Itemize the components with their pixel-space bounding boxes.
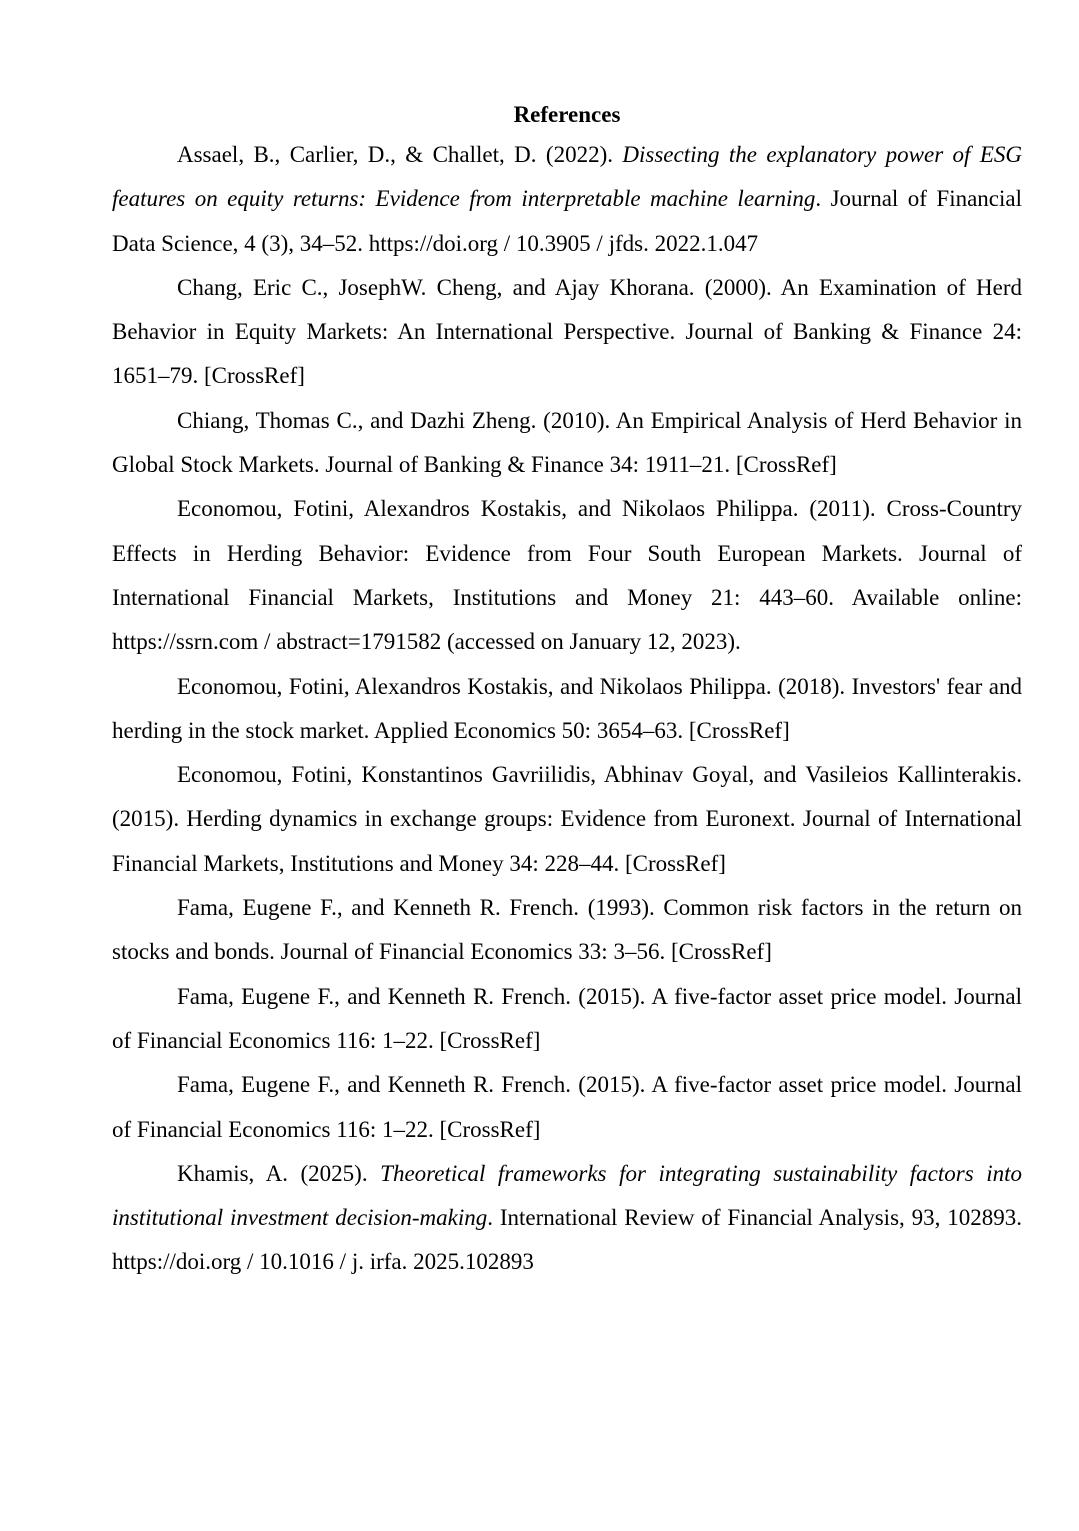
reference-entry [112, 975, 1022, 1064]
reference-tail: . Journal of Financial Data Science, 4 (3), 34–52. https://doi.org / 10.3905 / jfds. 2022.1.047 [112, 186, 1022, 256]
reference-entry [112, 1063, 1022, 1152]
reference-lead: Economou, Fotini, Konstantinos Gavriilidis, Abhinav Goyal, and Vasileios Kallinterakis. (2015). Herding dynamics in exchange groups: Evidence from Euronext. Journal of International Financial Markets, Institutions and Money 34: 228–44. [CrossRef] [112, 762, 1022, 876]
reference-lead: Economou, Fotini, Alexandros Kostakis, and Nikolaos Philippa. (2018). Investors' fear and herding in the stock market. Applied Economics 50: 3654–63. [CrossRef] [112, 673, 1022, 743]
reference-lead: Fama, Eugene F., and Kenneth R. French. (2015). A five-factor asset price model. Journal of Financial Economics 116: 1–22. [CrossRef] [112, 983, 1022, 1053]
reference-entry [112, 133, 1022, 266]
reference-lead: Fama, Eugene F., and Kenneth R. French. (2015). A five-factor asset price model. Journal of Financial Economics 116: 1–22. [CrossRef] [112, 1072, 1022, 1142]
reference-lead: Chiang, Thomas C., and Dazhi Zheng. (2010). An Empirical Analysis of Herd Behavior in Global Stock Markets. Journal of Banking & Finance 34: 1911–21. [CrossRef] [112, 407, 1022, 478]
reference-lead: Chang, Eric C., JosephW. Cheng, and Ajay Khorana. (2000). An Examination of Herd Behavior in Equity Markets: An International Perspective. Journal of Banking & Finance 24: 1651–79. [CrossRef] [112, 274, 1022, 389]
reference-entry [112, 753, 1022, 886]
reference-entry [112, 665, 1022, 754]
reference-entry [112, 487, 1022, 664]
reference-title: Dissecting the explanatory power of ESG features on equity returns: Evidence from interpretable machine learning [112, 142, 1023, 212]
reference-lead: Fama, Eugene F., and Kenneth R. French. (1993). Common risk factors in the return on stocks and bonds. Journal of Financial Economics 33: 3–56. [CrossRef] [112, 895, 1022, 965]
reference-entry [112, 886, 1022, 975]
reference-entry [112, 266, 1022, 399]
reference-entry [112, 1152, 1022, 1285]
reference-lead: Economou, Fotini, Alexandros Kostakis, and Nikolaos Philippa. (2011). Cross-Country Effects in Herding Behavior: Evidence from Four South European Markets. Journal of International Financial Markets, Institutions and Money 21: 443–60. Available online: https://ssrn.com / abstract=1791582 (accessed on January 12, 2023). [112, 496, 1022, 655]
references-page [112, 95, 1022, 1285]
reference-lead: Khamis, A. (2025). [177, 1160, 381, 1186]
reference-title: Theoretical frameworks for integrating sustainability factors into institutional investment decision-making [112, 1160, 1022, 1231]
references-heading: References [513, 102, 621, 127]
reference-entry [112, 399, 1022, 488]
reference-tail: . International Review of Financial Analysis, 93, 102893. https://doi.org / 10.1016 / j. irfa. 2025.102893 [112, 1205, 1022, 1275]
reference-lead: Assael, B., Carlier, D., & Challet, D. (2022). [177, 142, 623, 167]
